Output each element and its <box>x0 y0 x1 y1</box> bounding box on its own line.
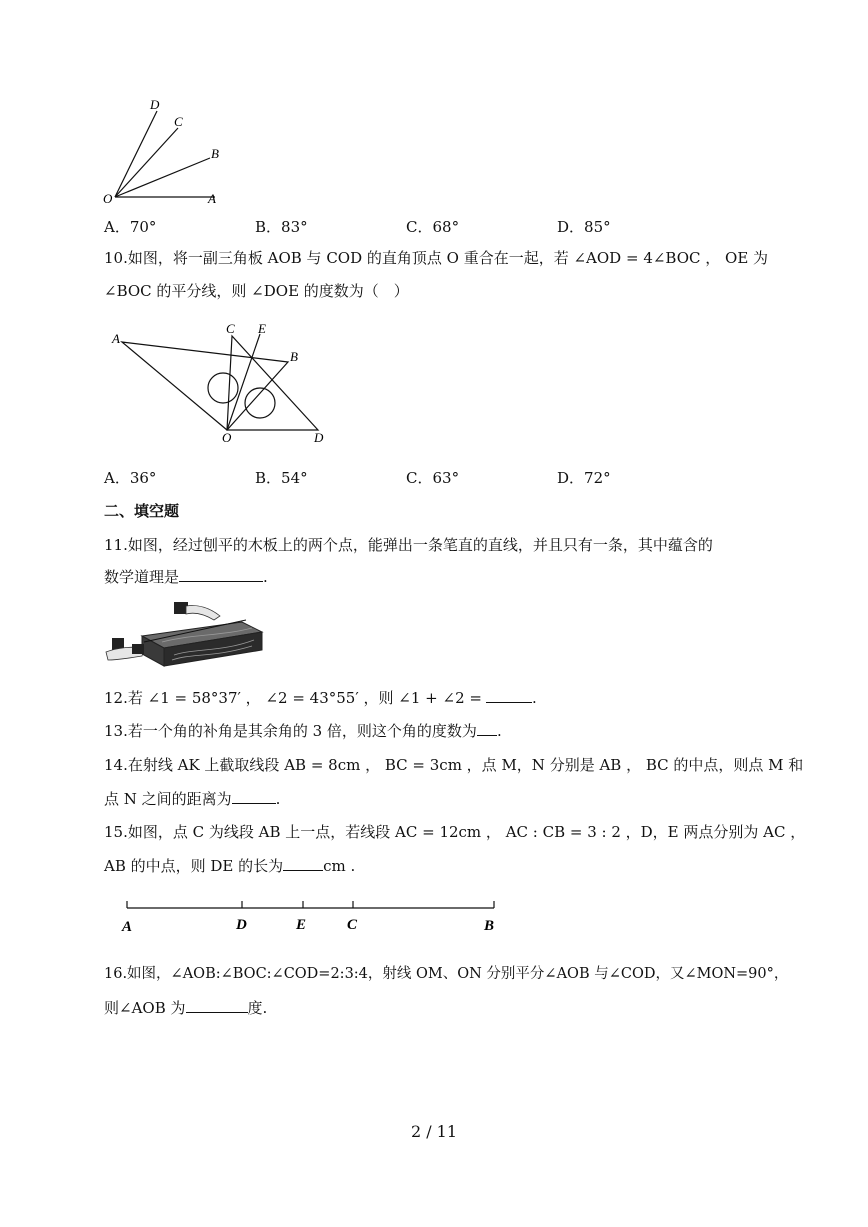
q16-question-line1: 16.如图，∠AOB:∠BOC:∠COD=2:3:4，射线 OM、ON 分别平分∠AOB 与∠COD，又∠MON=90°， <box>104 966 789 982</box>
label-e: E <box>258 321 266 336</box>
label-a: A <box>122 919 133 935</box>
triangle-hole-1 <box>208 373 238 403</box>
label-d: D <box>150 97 160 112</box>
label-a: A <box>112 331 120 346</box>
q13-answer-blank[interactable] <box>477 721 497 736</box>
q9-option-a: A．70° <box>104 218 157 236</box>
q12-prefix: 12.若 ∠1 = 58°37′ ， ∠2 = 43°55′ ，则 ∠1 + ∠2 = <box>104 689 482 707</box>
label-c: C <box>226 321 235 336</box>
q10-option-b: B．54° <box>255 469 308 487</box>
label-d: D <box>236 917 247 933</box>
q14-answer-blank[interactable] <box>232 789 276 804</box>
q12-question <box>104 688 537 708</box>
q16-suffix: 度. <box>247 999 268 1017</box>
q11-plank-figure <box>102 598 268 670</box>
ray-oc <box>115 128 178 197</box>
section-heading-fill-in: 二、填空题 <box>104 502 180 520</box>
q15-suffix: cm . <box>323 857 356 875</box>
label-d: D <box>314 430 324 445</box>
q9-option-c: C．68° <box>406 218 460 236</box>
q10-option-a: A．36° <box>104 469 157 487</box>
q13-suffix: . <box>496 722 502 740</box>
q11-question-line1: 11.如图，经过刨平的木板上的两个点，能弹出一条笔直的直线，并且只有一条，其中蕴含的 <box>104 536 713 554</box>
q15-prefix: AB 的中点，则 DE 的长为 <box>104 857 284 875</box>
label-c: C <box>174 114 183 129</box>
label-o: O <box>103 191 113 206</box>
label-b: B <box>211 146 219 161</box>
q15-segment-figure <box>116 895 506 939</box>
q14-question-line1: 14.在射线 AK 上截取线段 AB = 8cm ， BC = 3cm ，点 M，N 分别是 AB ， BC 的中点，则点 M 和 <box>104 756 804 774</box>
ray-od <box>115 111 157 197</box>
triangle-aob <box>122 342 288 430</box>
q16-question-line2 <box>104 998 267 1018</box>
q15-question-line2 <box>104 856 355 876</box>
label-b: B <box>290 349 298 364</box>
q11-question-line2 <box>104 567 268 587</box>
q9-angle-figure <box>100 96 230 211</box>
q11-answer-blank[interactable] <box>179 567 263 582</box>
q15-answer-blank[interactable] <box>283 856 323 871</box>
q14-suffix: . <box>275 790 281 808</box>
label-c: C <box>347 917 358 933</box>
q10-question-line1: 10.如图，将一副三角板 AOB 与 COD 的直角顶点 O 重合在一起，若 ∠AOD = 4∠BOC ， OE 为 <box>104 249 769 267</box>
q9-option-b: B．83° <box>255 218 308 236</box>
q16-answer-blank[interactable] <box>186 998 248 1013</box>
ray-ob <box>115 158 210 197</box>
q11-suffix: . <box>263 568 268 586</box>
q16-prefix: 则∠AOB 为 <box>104 999 186 1017</box>
page-number: 2 / 11 <box>410 1122 458 1141</box>
label-e: E <box>296 917 307 933</box>
q10-option-d: D．72° <box>557 469 611 487</box>
q10-option-c: C．63° <box>406 469 460 487</box>
q14-prefix: 点 N 之间的距离为 <box>104 790 232 808</box>
q10-question-line2: ∠BOC 的平分线，则 ∠DOE 的度数为（ ） <box>104 282 409 300</box>
label-b: B <box>484 918 495 934</box>
q11-prefix: 数学道理是 <box>104 568 180 586</box>
triangle-cod <box>227 336 318 430</box>
q12-answer-blank[interactable] <box>486 688 532 703</box>
q9-option-d: D．85° <box>557 218 611 236</box>
q13-question <box>104 721 502 741</box>
q10-triangle-figure <box>110 318 340 448</box>
q12-suffix: . <box>531 689 537 707</box>
label-a: A <box>208 191 216 206</box>
q13-prefix: 13.若一个角的补角是其余角的 3 倍，则这个角的度数为 <box>104 722 477 740</box>
q15-question-line1: 15.如图，点 C 为线段 AB 上一点，若线段 AC = 12cm ， AC : CB = 3 : 2 ，D，E 两点分别为 AC ， <box>104 823 806 841</box>
q14-question-line2 <box>104 789 280 809</box>
label-o: O <box>222 430 232 445</box>
